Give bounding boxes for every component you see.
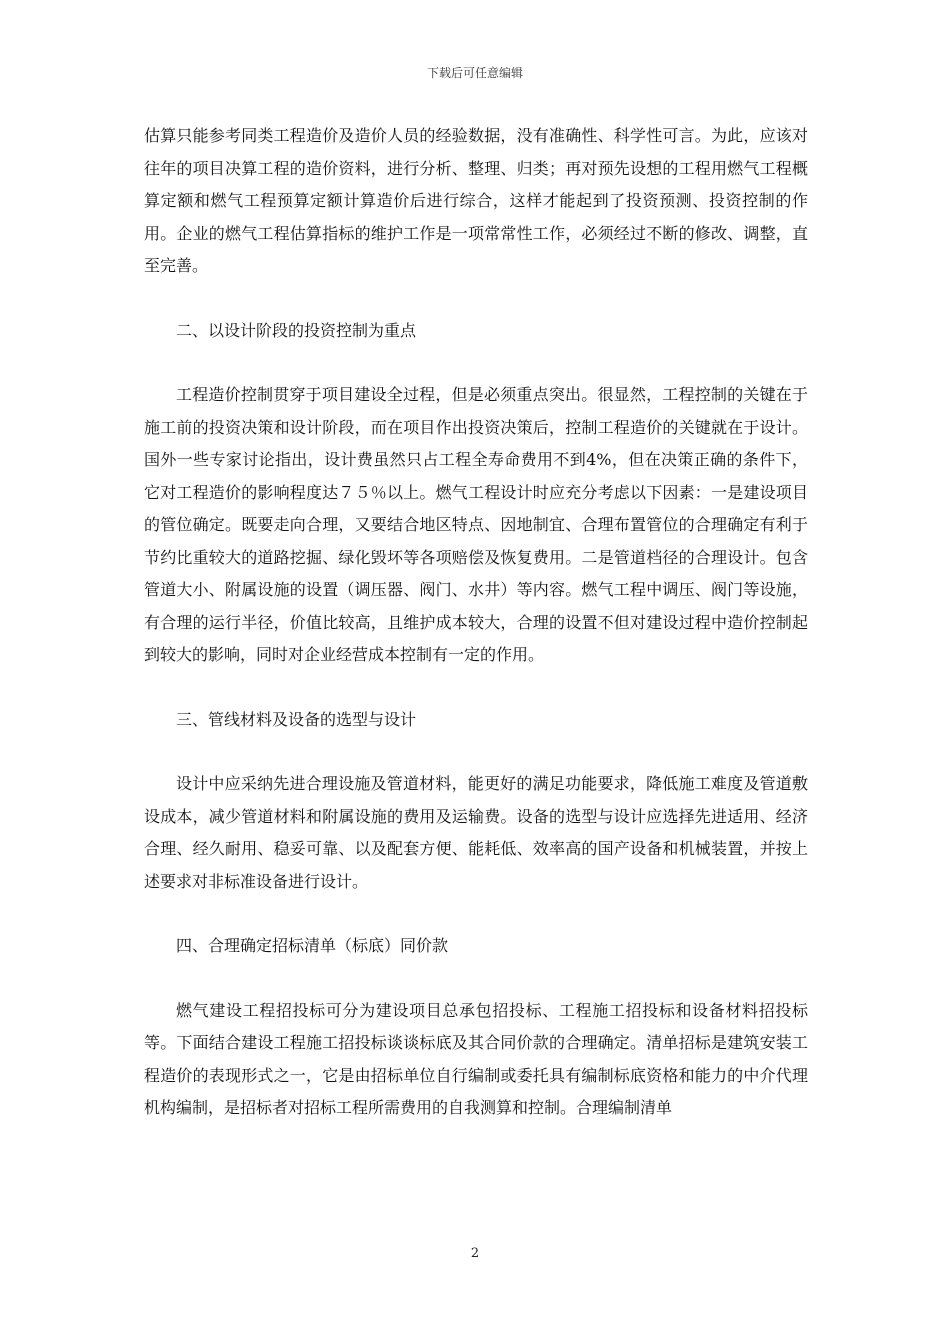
page-number: 2: [470, 1246, 480, 1261]
paragraph-gap: [144, 347, 808, 379]
paragraph-gap: [144, 283, 808, 315]
page-header: 下载后可任意编辑: [426, 66, 523, 80]
paragraph-tender: 燃气建设工程招投标可分为建设项目总承包招投标、工程施工招投标和设备材料招投标等。下面结合建设工程施工招投标谈谈标底及其合同价款的合理确定。清单招标是建筑安装工程造价的表现形式之一，它是由招标单位自行编制或委托具有编制标底资格和能力的中介代理机构编制，是招标者对招标工程所需费用的自我测算和控制。合理编制清单: [144, 1000, 808, 1117]
paragraph-gap: [144, 898, 808, 930]
paragraph-materials: 设计中应采纳先进合理设施及管道材料，能更好的满足功能要求，降低施工难度及管道敷设成本，减少管道材料和附属设施的费用及运输费。设备的选型与设计应选择先进适用、经济合理、经久耐用、稳妥可靠、以及配套方便、能耗低、效率高的国产设备和机械装置，并按上述要求对非标准设备进行设计。: [144, 774, 808, 891]
section-heading-tender: 四、合理确定招标清单（标底）同价款: [176, 936, 449, 955]
paragraph-gap: [144, 963, 808, 995]
section-heading-design-stage: 二、以设计阶段的投资控制为重点: [176, 320, 417, 340]
paragraph-design-control: 工程造价控制贯穿于项目建设全过程，但是必须重点突出。很显然，工程控制的关键在于施工前的投资决策和设计阶段，而在项目作出投资决策后，控制工程造价的关键就在于设计。国外一些专家讨论指出，设计费虽然只占工程全寿命费用不到4%，但在决策正确的条件下，它对工程造价的影响程度达７５％以上。燃气工程设计时应充分考虑以下因素：一是建设项目的管位确定。既要走向合理，又要结合地区特点、因地制宜、合理布置管位的合理确定有利于节约比重较大的道路挖掘、绿化毁坏等各项赔偿及恢复费用。二是管道档径的合理设计。包含管道大小、附属设施的设置（调压器、阀门、水井）等内容。燃气工程中调压、阀门等设施，有合理的运行半径，价值比较高，且维护成本较大，合理的设置不但对建设过程中造价控制起到较大的影响，同时对企业经营成本控制有一定的作用。: [144, 385, 808, 664]
section-heading-materials: 三、管线材料及设备的选型与设计: [176, 709, 417, 729]
paragraph-gap: [144, 672, 808, 704]
document-body: [144, 120, 808, 1125]
paragraph-estimation: 估算只能参考同类工程造价及造价人员的经验数据，没有准确性、科学性可言。为此，应该对往年的项目决算工程的造价资料，进行分析、整理、归类；再对预先设想的工程用燃气工程概算定额和燃气工程预算定额计算造价后进行综合，这样才能起到了投资预测、投资控制的作用。企业的燃气工程估算指标的维护工作是一项常常性工作，必须经过不断的修改、调整，直至完善。: [144, 126, 808, 275]
paragraph-gap: [144, 736, 808, 768]
